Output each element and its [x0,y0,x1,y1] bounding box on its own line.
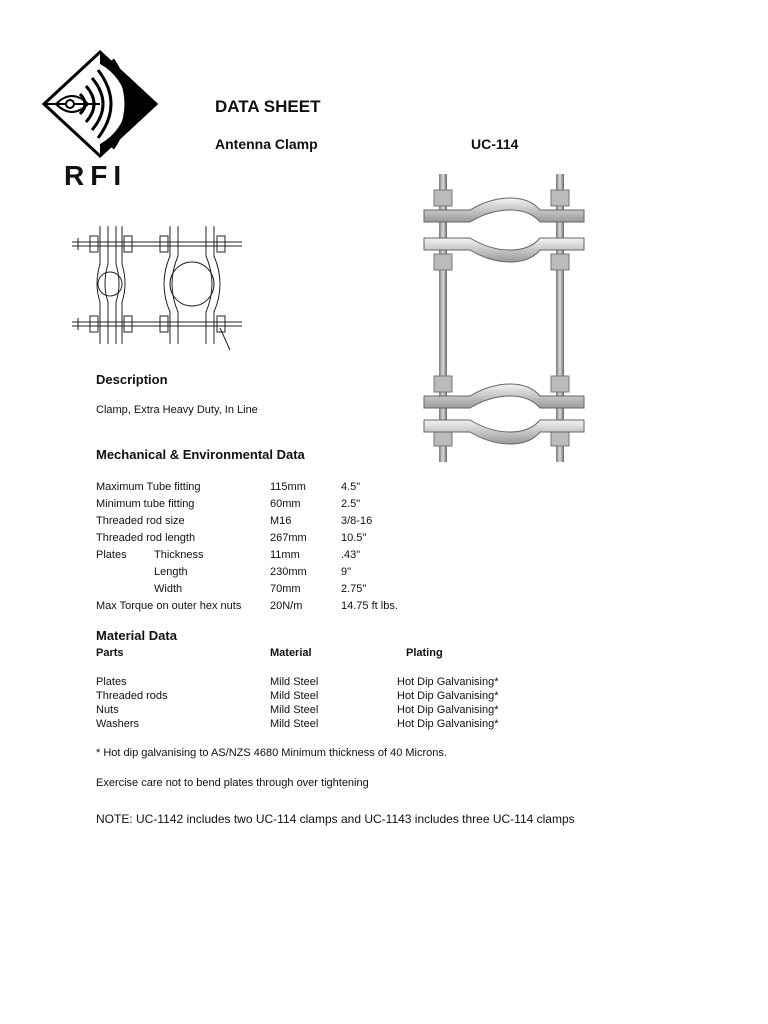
spec-imperial: 2.5" [341,498,361,510]
spec-imperial: 3/8-16 [341,515,373,527]
spec-imperial: 2.75" [341,583,367,595]
page-title: DATA SHEET [215,97,321,116]
model-number: UC-114 [471,136,519,152]
material-material: Mild Steel [270,676,319,688]
caution-text: Exercise care not to bend plates through over tightening [96,777,369,789]
spec-imperial: 4.5" [341,481,361,493]
spec-metric: 230mm [270,566,307,578]
spec-sublabel: Thickness [154,549,204,561]
column-header-material: Material [270,647,312,659]
material-plating: Hot Dip Galvanising* [397,718,499,730]
spec-metric: 115mm [270,481,306,493]
material-part: Washers [96,718,139,730]
spec-imperial: 14.75 ft lbs. [341,600,398,612]
column-header-plating: Plating [406,647,443,659]
material-plating: Hot Dip Galvanising* [397,704,499,716]
spec-imperial: .43" [341,549,361,561]
spec-metric: 11mm [270,549,300,561]
spec-metric: 20N/m [270,600,303,612]
product-name: Antenna Clamp [215,136,318,152]
spec-metric: 267mm [270,532,307,544]
bundle-note: NOTE: UC-1142 includes two UC-114 clamps and UC-1143 includes three UC-114 clamps [96,812,575,826]
material-part: Nuts [96,704,119,716]
clamp-drawing [72,216,242,351]
material-plating: Hot Dip Galvanising* [397,676,499,688]
material-material: Mild Steel [270,690,319,702]
clamp-photo-icon [420,168,590,466]
galvanising-footnote: * Hot dip galvanising to AS/NZS 4680 Minimum thickness of 40 Microns. [96,747,447,759]
spec-imperial: 10.5" [341,532,367,544]
logo-text: RFI [64,160,128,191]
material-material: Mild Steel [270,704,319,716]
material-plating: Hot Dip Galvanising* [397,690,499,702]
spec-label: Threaded rod size [96,515,185,527]
spec-sublabel: Width [154,583,183,595]
description-text: Clamp, Extra Heavy Duty, In Line [96,404,258,416]
spec-metric: M16 [270,515,292,527]
spec-label: Maximum Tube fitting [96,481,201,493]
material-heading: Material Data [96,628,177,643]
spec-label: Threaded rod length [96,532,196,544]
mechanical-heading: Mechanical & Environmental Data [96,447,305,462]
material-material: Mild Steel [270,718,319,730]
material-part: Threaded rods [96,690,168,702]
clamp-photo [420,168,590,466]
spec-label: Max Torque on outer hex nuts [96,600,242,612]
column-header-parts: Parts [96,647,124,659]
description-heading: Description [96,372,168,387]
clamp-drawing-icon [72,216,242,351]
spec-sublabel: Length [154,566,188,578]
spec-metric: 60mm [270,498,301,510]
spec-label: Plates [96,549,127,561]
spec-metric: 70mm [270,583,301,595]
rfi-logo [42,46,160,191]
spec-imperial: 9" [341,566,352,578]
spec-label: Minimum tube fitting [96,498,195,510]
material-part: Plates [96,676,127,688]
